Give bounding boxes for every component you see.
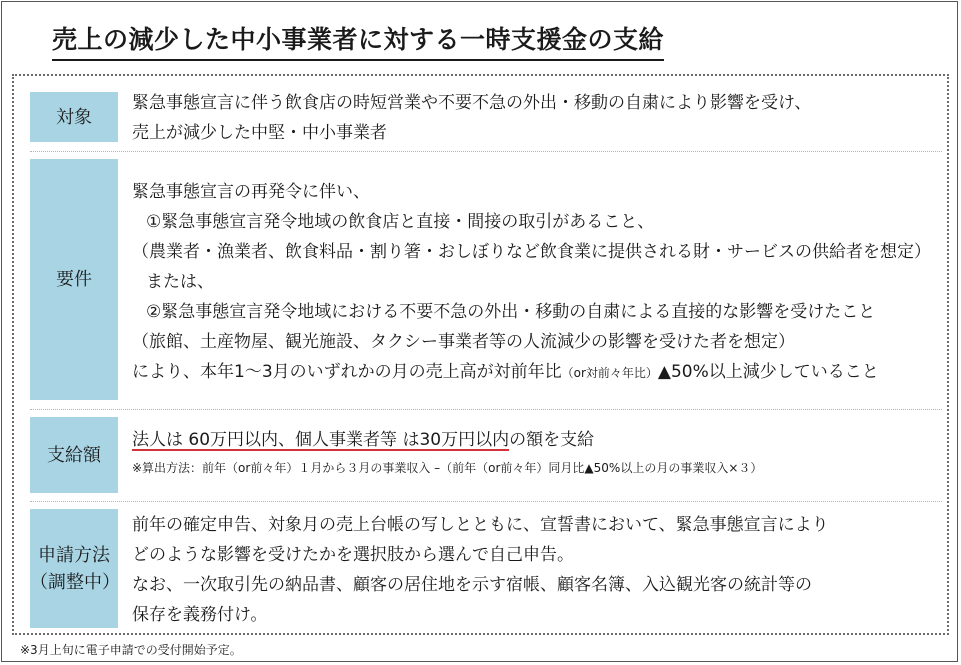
amount-label: [30, 417, 118, 493]
footer-note: ※3月上旬に電子申請での受付開始予定。: [20, 643, 242, 657]
application-label-line-1: 申請方法: [38, 544, 110, 566]
application-line-1: 前年の確定申告、対象月の売上台帳の写しとともに、宣誓書において、緊急事態宣言により: [132, 515, 829, 535]
application-line-4: 保存を義務付け。: [132, 605, 268, 625]
application-label-line-2: （調整中）: [30, 571, 120, 593]
requirements-line-4: または、: [146, 272, 214, 292]
requirements-line-6: （旅館、土産物屋、観光施設、タクシー事業者等の人流減少の影響を受けた者を想定）: [132, 332, 795, 352]
application-content: [132, 510, 829, 630]
requirements-content: [132, 177, 931, 387]
requirements-line-7: [132, 357, 931, 387]
requirements-line-5: ②緊急事態宣言発令地域における不要不急の外出・移動の自粛による直接的な影響を受けたこと: [146, 302, 876, 322]
application-line-3: なお、一次取引先の納品書、顧客の居住地を示す宿帳、顧客名簿、入込観光客の統計等の: [132, 575, 812, 595]
page-title: 売上の減少した中小事業者に対する一時支援金の支給: [52, 20, 664, 61]
amount-content: [132, 425, 762, 481]
requirements-label-text: 要件: [56, 269, 92, 290]
section-divider: [30, 151, 942, 152]
requirements-line-7-small: （or対前々年比）: [561, 366, 658, 380]
section-divider: [30, 501, 942, 502]
target-line-2: 売上が減少した中堅・中小事業者: [132, 123, 387, 143]
amount-main-tail: の額を支給: [509, 430, 595, 450]
target-line-1: 緊急事態宣言に伴う飲食店の時短営業や不要不急の外出・移動の自粛により影響を受け、: [132, 93, 812, 113]
section-divider: [30, 409, 942, 410]
requirements-line-3: （農業者・漁業者、飲食料品・割り箸・おしぼりなど飲食業に提供される財・サービスの供給者を想定）: [132, 242, 931, 262]
amount-label-text: 支給額: [47, 444, 101, 466]
application-label: [30, 509, 118, 628]
target-label-text: 対象: [56, 106, 92, 128]
target-label: [30, 92, 118, 142]
target-content: [132, 88, 811, 148]
requirements-line-1: 緊急事態宣言の再発令に伴い、: [132, 182, 370, 202]
requirements-line-7-tail: ▲50%以上減少していること: [657, 362, 879, 382]
application-line-2: どのような影響を受けたかを選択肢から選んで自己申告。: [132, 545, 574, 565]
amount-main-underlined: 法人は 60万円以内、個人事業者等 は30万円以内: [132, 430, 510, 450]
requirements-line-2: ①緊急事態宣言発令地域の飲食店と直接・間接の取引があること、: [146, 212, 655, 232]
amount-note: ※算出方法：前年（or前々年）１月から３月の事業収入 –（前年（or前々年）同月比▲50%以上の月の事業収入×３）: [132, 461, 763, 475]
requirements-line-7-main: により、本年1～3月のいずれかの月の売上高が対前年比: [132, 362, 562, 382]
requirements-label: [30, 159, 118, 400]
amount-main-line: [132, 425, 762, 455]
